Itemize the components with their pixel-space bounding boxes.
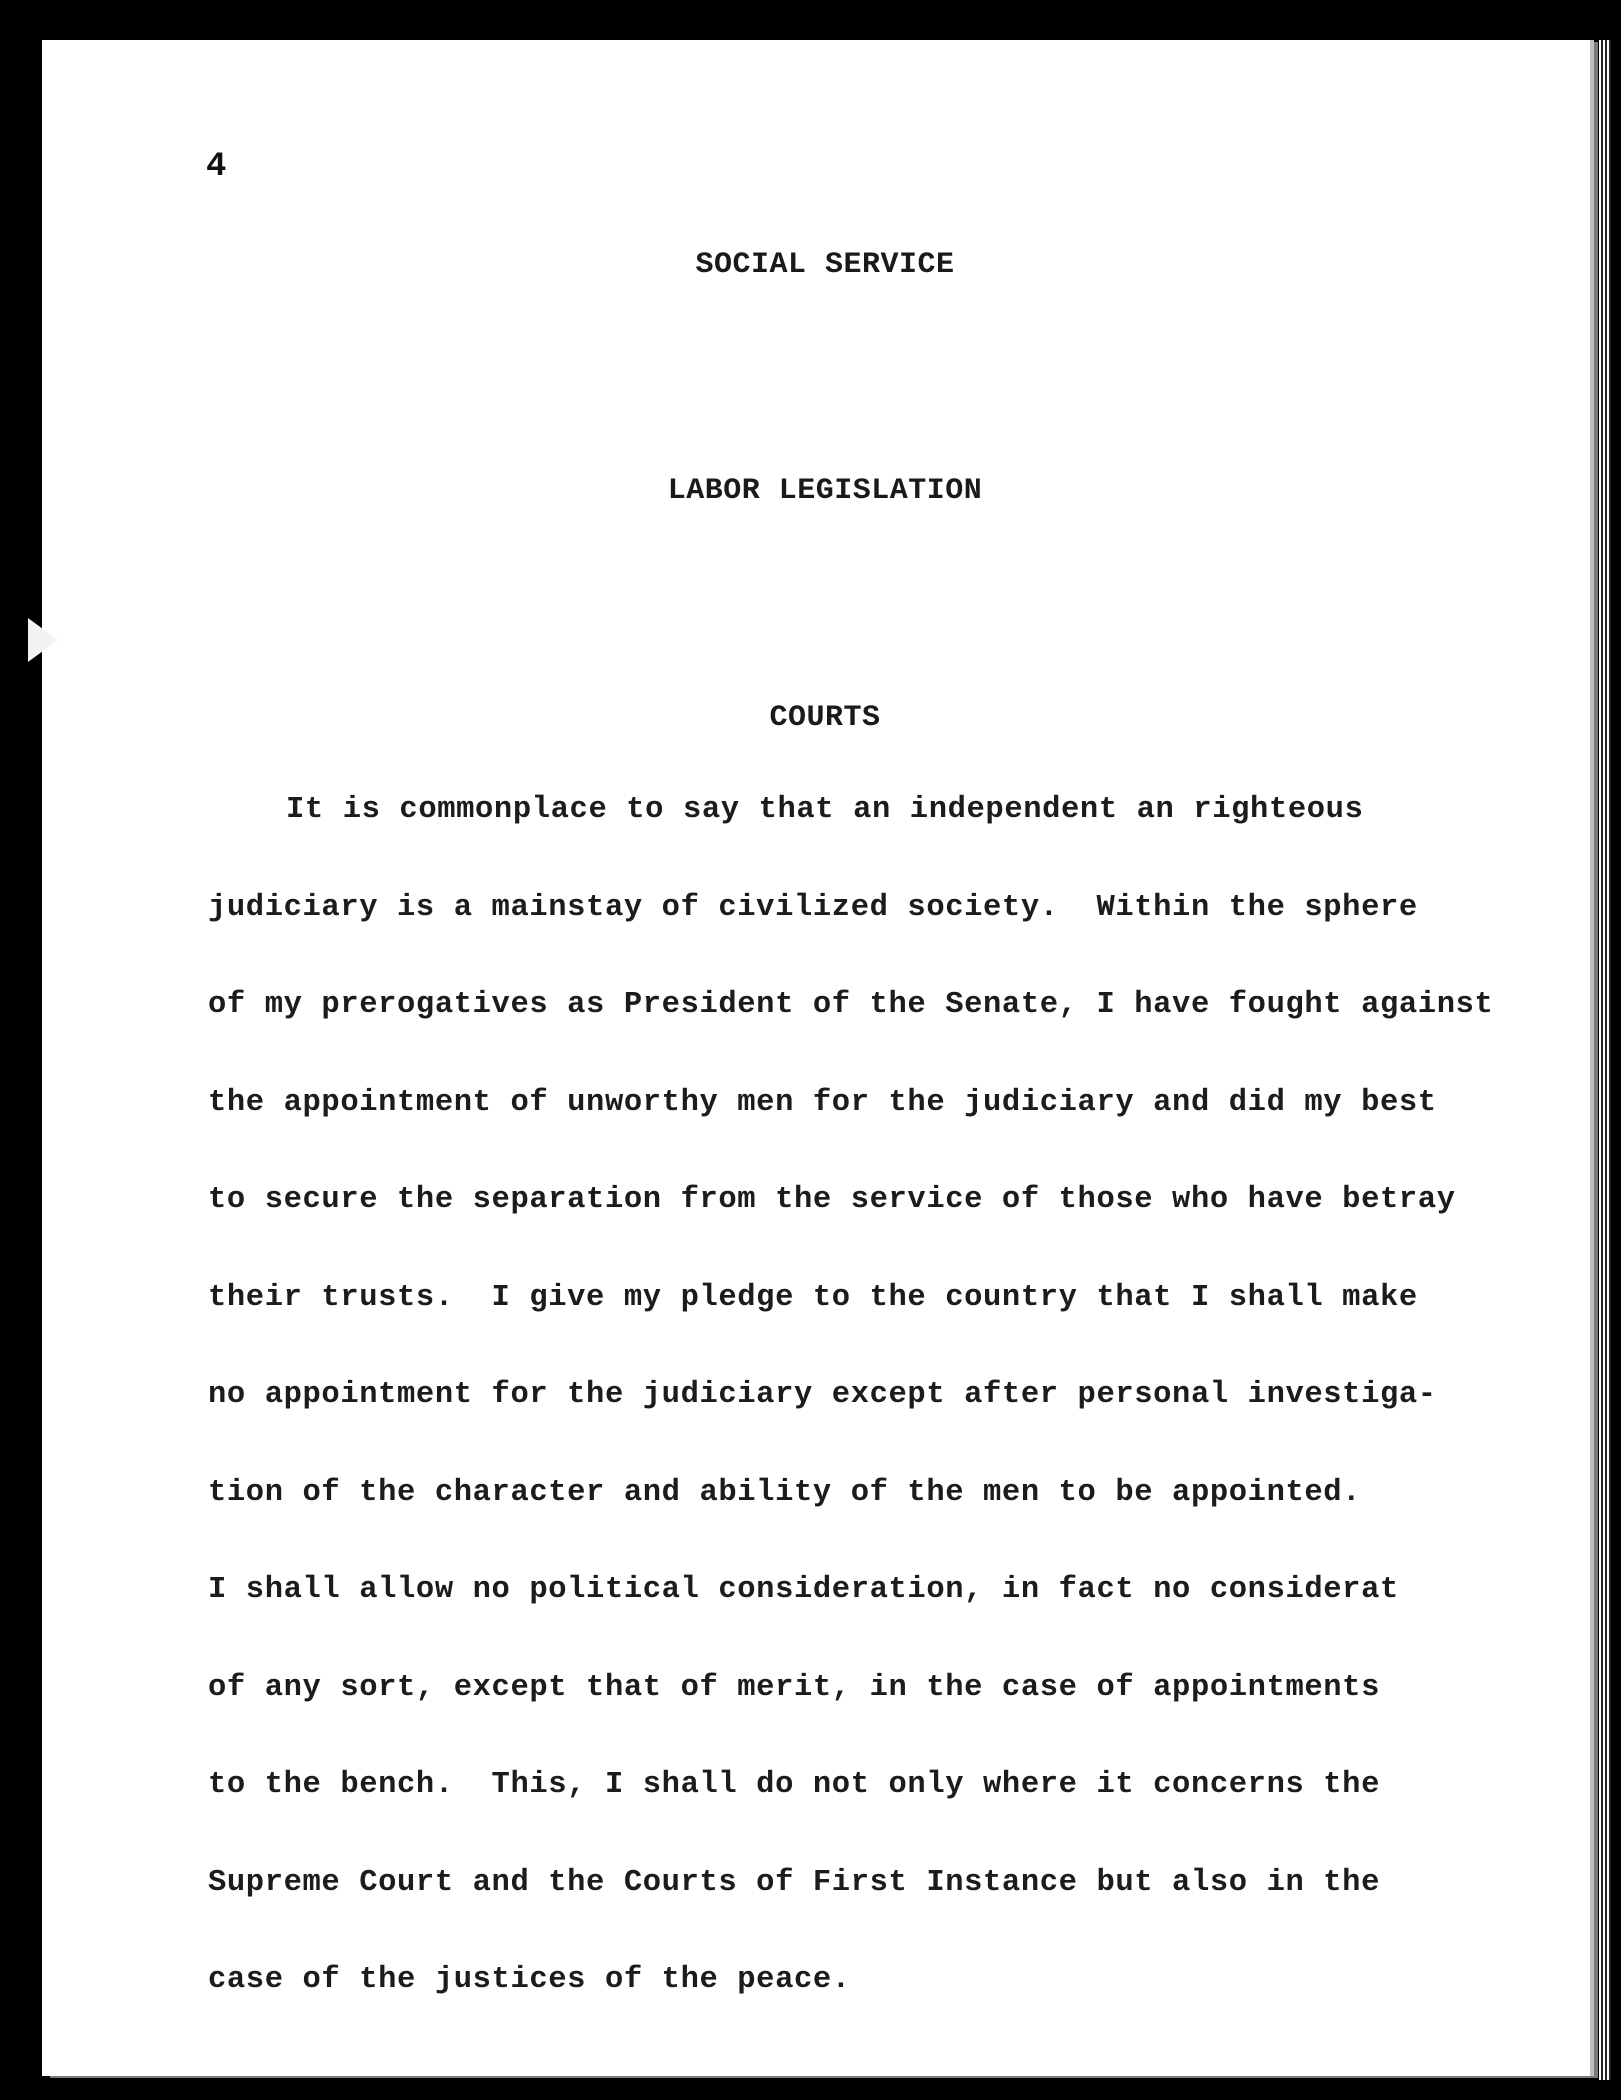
paragraph-line: of my prerogatives as President of the Senate, I have fought against: [208, 988, 1494, 1022]
heading-labor-legislation: LABOR LEGISLATION: [667, 474, 983, 508]
paragraph-line: It is commonplace to say that an independent an righteous: [286, 793, 1364, 827]
paragraph-line: case of the justices of the peace.: [208, 1963, 851, 1997]
paragraph-line: Supreme Court and the Courts of First Instance but also in the: [208, 1865, 1380, 1900]
stacked-page-edges: [1599, 40, 1611, 2080]
torn-margin: [28, 618, 58, 662]
paragraph-line: tion of the character and ability of the men to be appointed.: [208, 1475, 1362, 1510]
heading-courts: COURTS: [769, 701, 881, 735]
paragraph-line: the appointment of unworthy men for the judiciary and did my best: [208, 1085, 1437, 1120]
paragraph-line: of any sort, except that of merit, in the case of appointments: [208, 1670, 1380, 1705]
courts-paragraph: [208, 792, 1548, 2060]
page-number: 4: [206, 148, 227, 186]
paragraph-line: judiciary is a mainstay of civilized society. Within the sphere: [208, 890, 1418, 925]
paragraph-line: I shall allow no political consideration, in fact no considerat: [208, 1573, 1399, 1607]
paragraph-line: to secure the separation from the service of those who have betray: [208, 1183, 1456, 1217]
paragraph-line: no appointment for the judiciary except after personal investiga-: [208, 1378, 1437, 1412]
paragraph-line: to the bench. This, I shall do not only where it concerns the: [208, 1768, 1380, 1802]
paragraph-line: their trusts. I give my pledge to the country that I shall make: [208, 1280, 1418, 1315]
heading-social-service: SOCIAL SERVICE: [695, 248, 955, 282]
